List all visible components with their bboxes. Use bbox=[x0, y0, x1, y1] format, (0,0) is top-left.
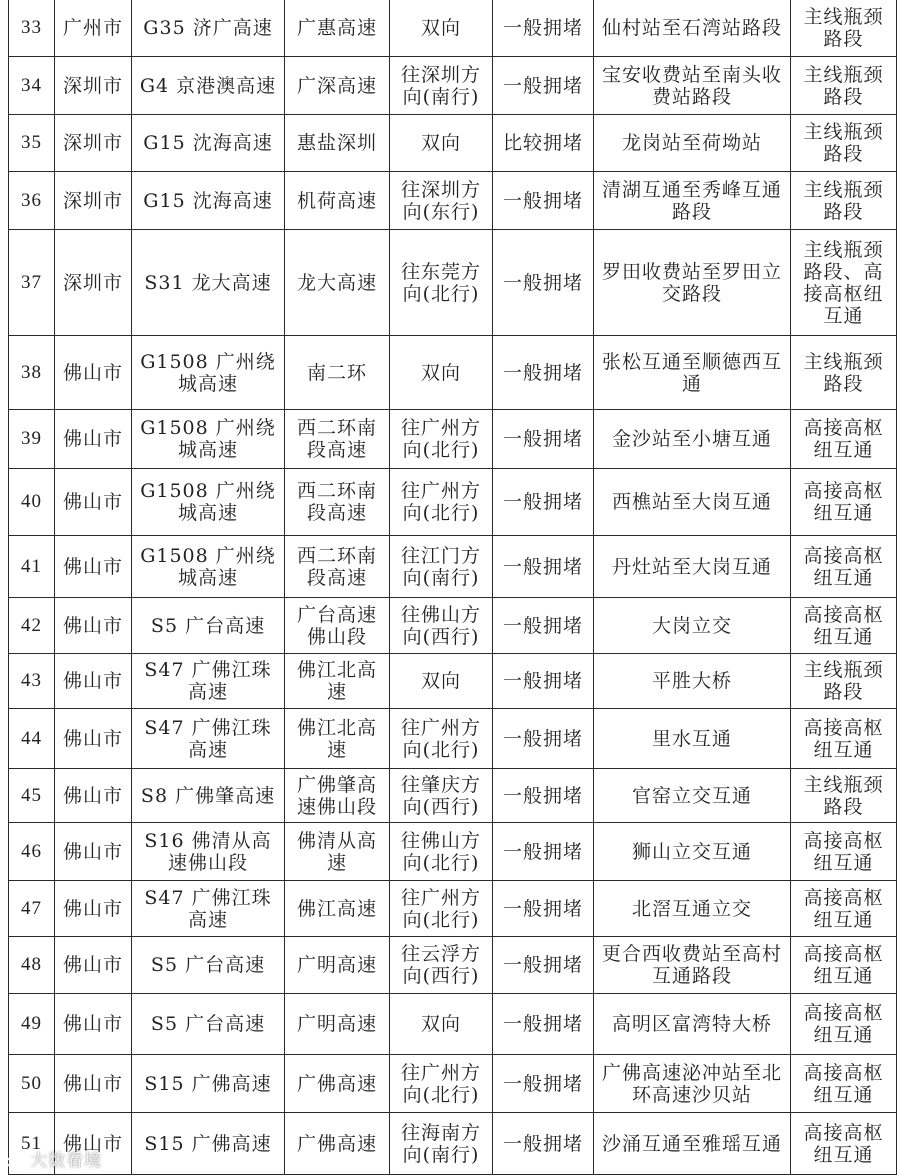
cell-direction: 往海南方向(南行) bbox=[390, 1113, 493, 1175]
table-row bbox=[9, 994, 897, 1055]
cell-no: 38 bbox=[9, 336, 55, 410]
cell-road: S16 佛清从高速佛山段 bbox=[132, 823, 285, 881]
cell-no: 49 bbox=[9, 994, 55, 1055]
cell-level: 一般拥堵 bbox=[493, 1113, 594, 1175]
table-row bbox=[9, 536, 897, 598]
cell-city: 深圳市 bbox=[55, 230, 132, 336]
cell-no: 44 bbox=[9, 709, 55, 769]
cell-no: 46 bbox=[9, 823, 55, 881]
cell-no: 51 bbox=[9, 1113, 55, 1175]
cell-type: 高接高枢纽互通 bbox=[791, 598, 897, 654]
cell-type: 高接高枢纽互通 bbox=[791, 994, 897, 1055]
cell-level: 一般拥堵 bbox=[493, 230, 594, 336]
cell-direction: 双向 bbox=[390, 654, 493, 709]
cell-section: 机荷高速 bbox=[285, 172, 390, 230]
cell-type: 主线瓶颈路段 bbox=[791, 57, 897, 115]
cell-road: S5 广台高速 bbox=[132, 598, 285, 654]
cell-section: 广明高速 bbox=[285, 994, 390, 1055]
table-row bbox=[9, 881, 897, 937]
cell-location: 沙涌互通至雅瑶互通 bbox=[594, 1113, 791, 1175]
cell-road: G1508 广州绕城高速 bbox=[132, 336, 285, 410]
cell-section: 南二环 bbox=[285, 336, 390, 410]
cell-road: G1508 广州绕城高速 bbox=[132, 536, 285, 598]
cell-level: 一般拥堵 bbox=[493, 336, 594, 410]
cell-direction: 双向 bbox=[390, 336, 493, 410]
cell-level: 一般拥堵 bbox=[493, 598, 594, 654]
cell-location: 仙村站至石湾站路段 bbox=[594, 0, 791, 57]
cell-no: 48 bbox=[9, 937, 55, 994]
table-row bbox=[9, 1113, 897, 1175]
cell-no: 45 bbox=[9, 769, 55, 823]
cell-location: 大岗立交 bbox=[594, 598, 791, 654]
cell-location: 平胜大桥 bbox=[594, 654, 791, 709]
cell-level: 比较拥堵 bbox=[493, 115, 594, 172]
congestion-table bbox=[8, 0, 897, 1175]
cell-direction: 往佛山方向(西行) bbox=[390, 598, 493, 654]
cell-direction: 往江门方向(南行) bbox=[390, 536, 493, 598]
cell-section: 佛江北高速 bbox=[285, 709, 390, 769]
cell-level: 一般拥堵 bbox=[493, 1055, 594, 1113]
cell-road: S5 广台高速 bbox=[132, 937, 285, 994]
table-row bbox=[9, 823, 897, 881]
cell-level: 一般拥堵 bbox=[493, 172, 594, 230]
cell-direction: 往广州方向(北行) bbox=[390, 1055, 493, 1113]
cell-city: 佛山市 bbox=[55, 469, 132, 536]
cell-no: 34 bbox=[9, 57, 55, 115]
table-row bbox=[9, 336, 897, 410]
cell-type: 高接高枢纽互通 bbox=[791, 1055, 897, 1113]
cell-no: 47 bbox=[9, 881, 55, 937]
cell-city: 佛山市 bbox=[55, 994, 132, 1055]
cell-direction: 往肇庆方向(西行) bbox=[390, 769, 493, 823]
cell-city: 佛山市 bbox=[55, 410, 132, 469]
cell-section: 佛江高速 bbox=[285, 881, 390, 937]
cell-section: 广佛高速 bbox=[285, 1113, 390, 1175]
watermark-text: 大数看境 bbox=[30, 1151, 102, 1171]
cell-road: S47 广佛江珠高速 bbox=[132, 654, 285, 709]
cell-section: 惠盐深圳 bbox=[285, 115, 390, 172]
table-row bbox=[9, 709, 897, 769]
cell-section: 佛江北高速 bbox=[285, 654, 390, 709]
cell-city: 佛山市 bbox=[55, 823, 132, 881]
cell-road: S15 广佛高速 bbox=[132, 1113, 285, 1175]
cell-no: 39 bbox=[9, 410, 55, 469]
cell-level: 一般拥堵 bbox=[493, 823, 594, 881]
cell-type: 主线瓶颈路段 bbox=[791, 0, 897, 57]
cell-no: 35 bbox=[9, 115, 55, 172]
cell-type: 高接高枢纽互通 bbox=[791, 410, 897, 469]
cell-no: 33 bbox=[9, 0, 55, 57]
cell-level: 一般拥堵 bbox=[493, 469, 594, 536]
cell-type: 主线瓶颈路段、高接高枢纽互通 bbox=[791, 230, 897, 336]
cell-city: 佛山市 bbox=[55, 1055, 132, 1113]
cell-road: S5 广台高速 bbox=[132, 994, 285, 1055]
cell-type: 主线瓶颈路段 bbox=[791, 115, 897, 172]
cell-city: 深圳市 bbox=[55, 115, 132, 172]
cell-type: 高接高枢纽互通 bbox=[791, 823, 897, 881]
cell-location: 龙岗站至荷坳站 bbox=[594, 115, 791, 172]
cell-level: 一般拥堵 bbox=[493, 536, 594, 598]
cell-city: 深圳市 bbox=[55, 172, 132, 230]
cell-level: 一般拥堵 bbox=[493, 410, 594, 469]
cell-no: 40 bbox=[9, 469, 55, 536]
cell-section: 西二环南段高速 bbox=[285, 536, 390, 598]
cell-no: 42 bbox=[9, 598, 55, 654]
cell-road: S31 龙大高速 bbox=[132, 230, 285, 336]
cell-no: 43 bbox=[9, 654, 55, 709]
table-row bbox=[9, 230, 897, 336]
cell-no: 37 bbox=[9, 230, 55, 336]
cell-type: 高接高枢纽互通 bbox=[791, 709, 897, 769]
cell-no: 50 bbox=[9, 1055, 55, 1113]
cell-level: 一般拥堵 bbox=[493, 654, 594, 709]
cell-section: 广佛肇高速佛山段 bbox=[285, 769, 390, 823]
cell-section: 广惠高速 bbox=[285, 0, 390, 57]
cell-location: 里水互通 bbox=[594, 709, 791, 769]
cell-road: G4 京港澳高速 bbox=[132, 57, 285, 115]
cell-level: 一般拥堵 bbox=[493, 709, 594, 769]
cell-road: G1508 广州绕城高速 bbox=[132, 469, 285, 536]
cell-city: 佛山市 bbox=[55, 709, 132, 769]
cell-level: 一般拥堵 bbox=[493, 0, 594, 57]
cell-direction: 往广州方向(北行) bbox=[390, 881, 493, 937]
cell-direction: 往深圳方向(南行) bbox=[390, 57, 493, 115]
table-row bbox=[9, 172, 897, 230]
cell-direction: 往佛山方向(北行) bbox=[390, 823, 493, 881]
watermark bbox=[6, 1146, 102, 1171]
cell-location: 狮山立交互通 bbox=[594, 823, 791, 881]
cell-location: 西樵站至大岗互通 bbox=[594, 469, 791, 536]
cell-city: 佛山市 bbox=[55, 937, 132, 994]
cell-location: 宝安收费站至南头收费站路段 bbox=[594, 57, 791, 115]
cell-section: 广台高速佛山段 bbox=[285, 598, 390, 654]
table-body bbox=[9, 0, 897, 1175]
cell-location: 丹灶站至大岗互通 bbox=[594, 536, 791, 598]
table-row bbox=[9, 0, 897, 57]
cell-section: 佛清从高速 bbox=[285, 823, 390, 881]
cell-section: 广明高速 bbox=[285, 937, 390, 994]
cell-city: 佛山市 bbox=[55, 336, 132, 410]
cell-level: 一般拥堵 bbox=[493, 994, 594, 1055]
cell-road: G35 济广高速 bbox=[132, 0, 285, 57]
cell-location: 罗田收费站至罗田立交路段 bbox=[594, 230, 791, 336]
cell-road: G1508 广州绕城高速 bbox=[132, 410, 285, 469]
cell-direction: 往广州方向(北行) bbox=[390, 469, 493, 536]
cell-level: 一般拥堵 bbox=[493, 937, 594, 994]
cell-direction: 往广州方向(北行) bbox=[390, 709, 493, 769]
cell-section: 广佛高速 bbox=[285, 1055, 390, 1113]
cell-direction: 双向 bbox=[390, 0, 493, 57]
cell-location: 张松互通至顺德西互通 bbox=[594, 336, 791, 410]
cell-city: 广州市 bbox=[55, 0, 132, 57]
cell-location: 广佛高速泌冲站至北环高速沙贝站 bbox=[594, 1055, 791, 1113]
cell-city: 佛山市 bbox=[55, 598, 132, 654]
cell-location: 北滘互通立交 bbox=[594, 881, 791, 937]
cell-location: 高明区富湾特大桥 bbox=[594, 994, 791, 1055]
cell-direction: 往云浮方向(西行) bbox=[390, 937, 493, 994]
cell-city: 佛山市 bbox=[55, 769, 132, 823]
cell-section: 广深高速 bbox=[285, 57, 390, 115]
cell-location: 金沙站至小塘互通 bbox=[594, 410, 791, 469]
cell-type: 高接高枢纽互通 bbox=[791, 536, 897, 598]
cell-section: 西二环南段高速 bbox=[285, 410, 390, 469]
cell-direction: 双向 bbox=[390, 115, 493, 172]
cell-city: 佛山市 bbox=[55, 536, 132, 598]
cell-level: 一般拥堵 bbox=[493, 769, 594, 823]
cell-section: 西二环南段高速 bbox=[285, 469, 390, 536]
cell-city: 佛山市 bbox=[55, 654, 132, 709]
cell-type: 主线瓶颈路段 bbox=[791, 769, 897, 823]
cell-city: 佛山市 bbox=[55, 1113, 132, 1175]
cell-location: 清湖互通至秀峰互通路段 bbox=[594, 172, 791, 230]
weibo-logo-icon bbox=[6, 1151, 26, 1169]
cell-section: 龙大高速 bbox=[285, 230, 390, 336]
cell-direction: 往东莞方向(北行) bbox=[390, 230, 493, 336]
cell-location: 官窑立交互通 bbox=[594, 769, 791, 823]
table-row bbox=[9, 469, 897, 536]
cell-type: 主线瓶颈路段 bbox=[791, 336, 897, 410]
table-row bbox=[9, 57, 897, 115]
cell-road: S47 广佛江珠高速 bbox=[132, 709, 285, 769]
cell-city: 深圳市 bbox=[55, 57, 132, 115]
table-row bbox=[9, 410, 897, 469]
table-row bbox=[9, 937, 897, 994]
table-row bbox=[9, 1055, 897, 1113]
cell-direction: 往深圳方向(东行) bbox=[390, 172, 493, 230]
table-row bbox=[9, 598, 897, 654]
table-row bbox=[9, 654, 897, 709]
cell-type: 高接高枢纽互通 bbox=[791, 881, 897, 937]
cell-type: 高接高枢纽互通 bbox=[791, 937, 897, 994]
cell-type: 高接高枢纽互通 bbox=[791, 469, 897, 536]
cell-road: S47 广佛江珠高速 bbox=[132, 881, 285, 937]
cell-road: G15 沈海高速 bbox=[132, 172, 285, 230]
cell-road: G15 沈海高速 bbox=[132, 115, 285, 172]
cell-location: 更合西收费站至高村互通路段 bbox=[594, 937, 791, 994]
cell-no: 41 bbox=[9, 536, 55, 598]
cell-type: 主线瓶颈路段 bbox=[791, 654, 897, 709]
cell-level: 一般拥堵 bbox=[493, 57, 594, 115]
cell-road: S15 广佛高速 bbox=[132, 1055, 285, 1113]
cell-city: 佛山市 bbox=[55, 881, 132, 937]
cell-type: 主线瓶颈路段 bbox=[791, 172, 897, 230]
cell-no: 36 bbox=[9, 172, 55, 230]
cell-road: S8 广佛肇高速 bbox=[132, 769, 285, 823]
cell-level: 一般拥堵 bbox=[493, 881, 594, 937]
cell-type: 高接高枢纽互通 bbox=[791, 1113, 897, 1175]
cell-direction: 往广州方向(北行) bbox=[390, 410, 493, 469]
table-row bbox=[9, 769, 897, 823]
table-row bbox=[9, 115, 897, 172]
cell-direction: 双向 bbox=[390, 994, 493, 1055]
